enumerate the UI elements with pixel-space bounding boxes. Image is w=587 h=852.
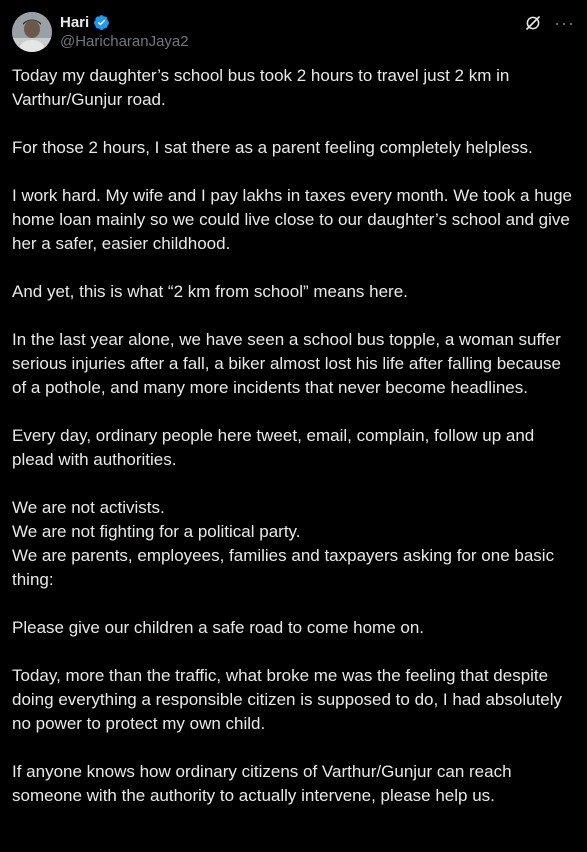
tweet-header: [12, 12, 575, 52]
tweet-paragraph: Today, more than the traffic, what broke me was the feeling that despite doing everything a responsible citizen is supposed to do, I had absolutely no power to protect my own child.: [12, 666, 563, 733]
tweet-paragraph: In the last year alone, we have seen a school bus topple, a woman suffer serious injuries after a fall, a biker almost lost his life after falling because of a pothole, and many more incidents that never become headlines.: [12, 330, 561, 397]
tweet-paragraph: And yet, this is what “2 km from school” means here.: [12, 282, 408, 301]
tweet-paragraph: Today my daughter’s school bus took 2 hours to travel just 2 km in Varthur/Gunjur road.: [12, 66, 510, 109]
tweet-paragraph: We are not fighting for a political party.: [12, 522, 301, 541]
tweet-text: [12, 64, 575, 832]
author-block[interactable]: [60, 12, 189, 52]
verified-badge-icon: [93, 14, 110, 31]
avatar-image: [12, 12, 52, 52]
author-handle[interactable]: @HaricharanJaya2: [60, 33, 189, 50]
tweet-paragraph: For those 2 hours, I sat there as a parent feeling completely helpless.: [12, 138, 533, 157]
tweet-paragraph: We are not activists.: [12, 498, 165, 517]
grok-icon[interactable]: [524, 14, 542, 32]
more-options-icon[interactable]: ···: [554, 13, 575, 33]
header-actions: [524, 12, 575, 34]
tweet-paragraph: I work hard. My wife and I pay lakhs in taxes every month. We took a huge home loan mainly so we could live close to our daughter’s school and give her a safer, easier childhood.: [12, 186, 573, 253]
avatar[interactable]: [12, 12, 52, 52]
tweet-paragraph: Please give our children a safe road to come home on.: [12, 618, 425, 637]
tweet-paragraph: If anyone knows how ordinary citizens of Varthur/Gunjur can reach someone with the authority to actually intervene, please help us.: [12, 762, 512, 805]
tweet-paragraph: Every day, ordinary people here tweet, email, complain, follow up and plead with authorities.: [12, 426, 535, 469]
tweet-paragraph: We are parents, employees, families and taxpayers asking for one basic thing:: [12, 546, 555, 589]
author-display-name[interactable]: Hari: [60, 13, 90, 31]
